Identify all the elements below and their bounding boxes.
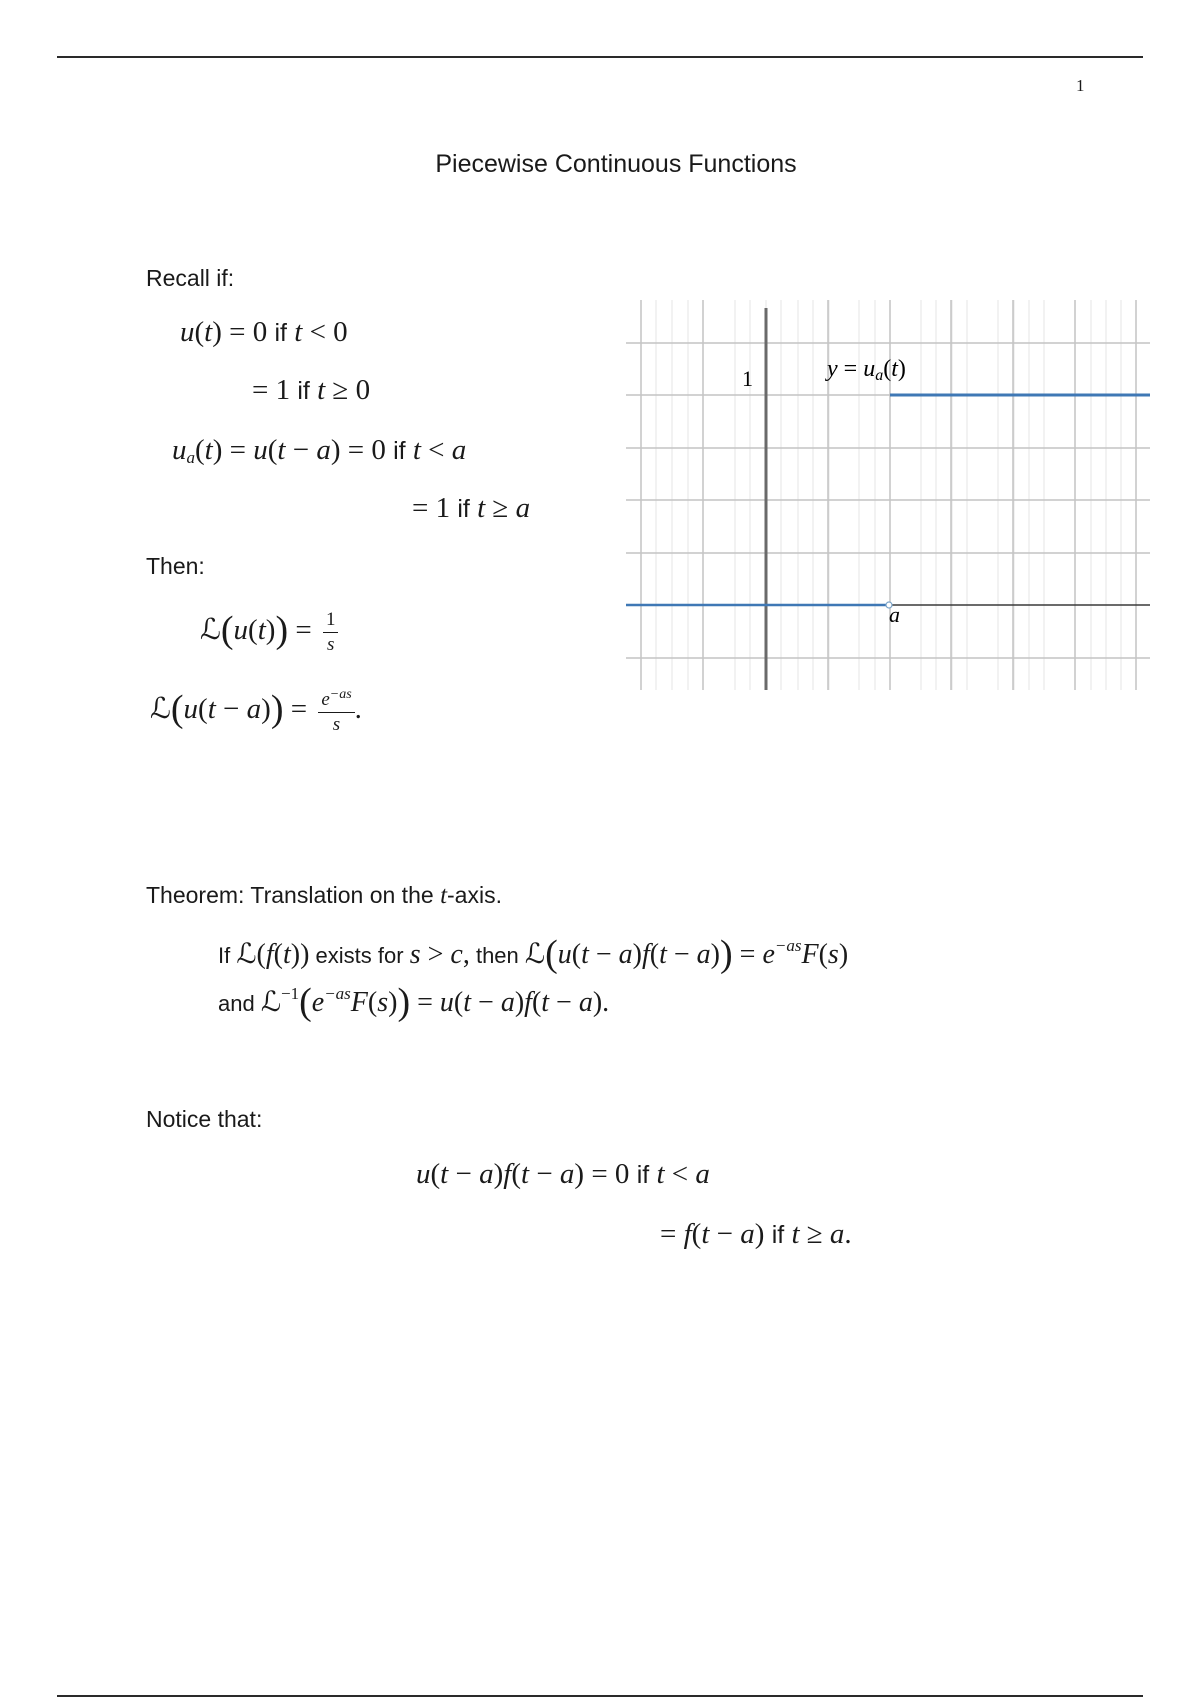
page-title: Piecewise Continuous Functions [435, 150, 797, 178]
recall-label: Recall if: [146, 265, 235, 291]
y-tick-label: 1 [742, 366, 753, 391]
theorem-line-2: and $ℒ^{-1}(e^{-as}F(s)) = u(t - a)f(t - a)$. [218, 981, 610, 1023]
laplace-shifted-step-equation: ℒ(u(t − a)) = $\frac{e^{-as}}{s}$ . [150, 687, 362, 735]
recall-line-4: = 1 if t ≥ a [412, 492, 531, 524]
x-tick-label: a [889, 602, 900, 627]
recall-line-3: $u_a(t) = u(t - a) = 0$ if t < a [172, 434, 467, 467]
bottom-rule [57, 1695, 1143, 1697]
laplace-step-equation: ℒ(u(t)) = $\frac{1}{s}$ [200, 608, 338, 657]
if-word: if [274, 319, 287, 347]
then-label: Then: [146, 553, 205, 579]
theorem-heading: Theorem: Translation on the t-axis. [146, 882, 502, 909]
theorem-line-1: If ℒ(f(t)) exists for s > c, then ℒ(u(t − $a)f(t - a)) = e^{-as}F(s)$ [218, 933, 849, 975]
notice-label: Notice that: [146, 1106, 263, 1132]
recall-line-2: = 1 if t ≥ 0 [252, 374, 371, 406]
page-number: 1 [1076, 76, 1085, 95]
recall-line-1: u(t) = 0 if t < 0 [180, 316, 348, 348]
notice-line-1: u(t − a)f(t − a) = 0 if t < a [416, 1158, 710, 1190]
function-label: y = ua(t) [827, 356, 906, 384]
top-rule [57, 56, 1143, 58]
step-function-graph [626, 300, 1150, 692]
notice-line-2: = f(t − a) if t ≥ a. [660, 1218, 852, 1250]
